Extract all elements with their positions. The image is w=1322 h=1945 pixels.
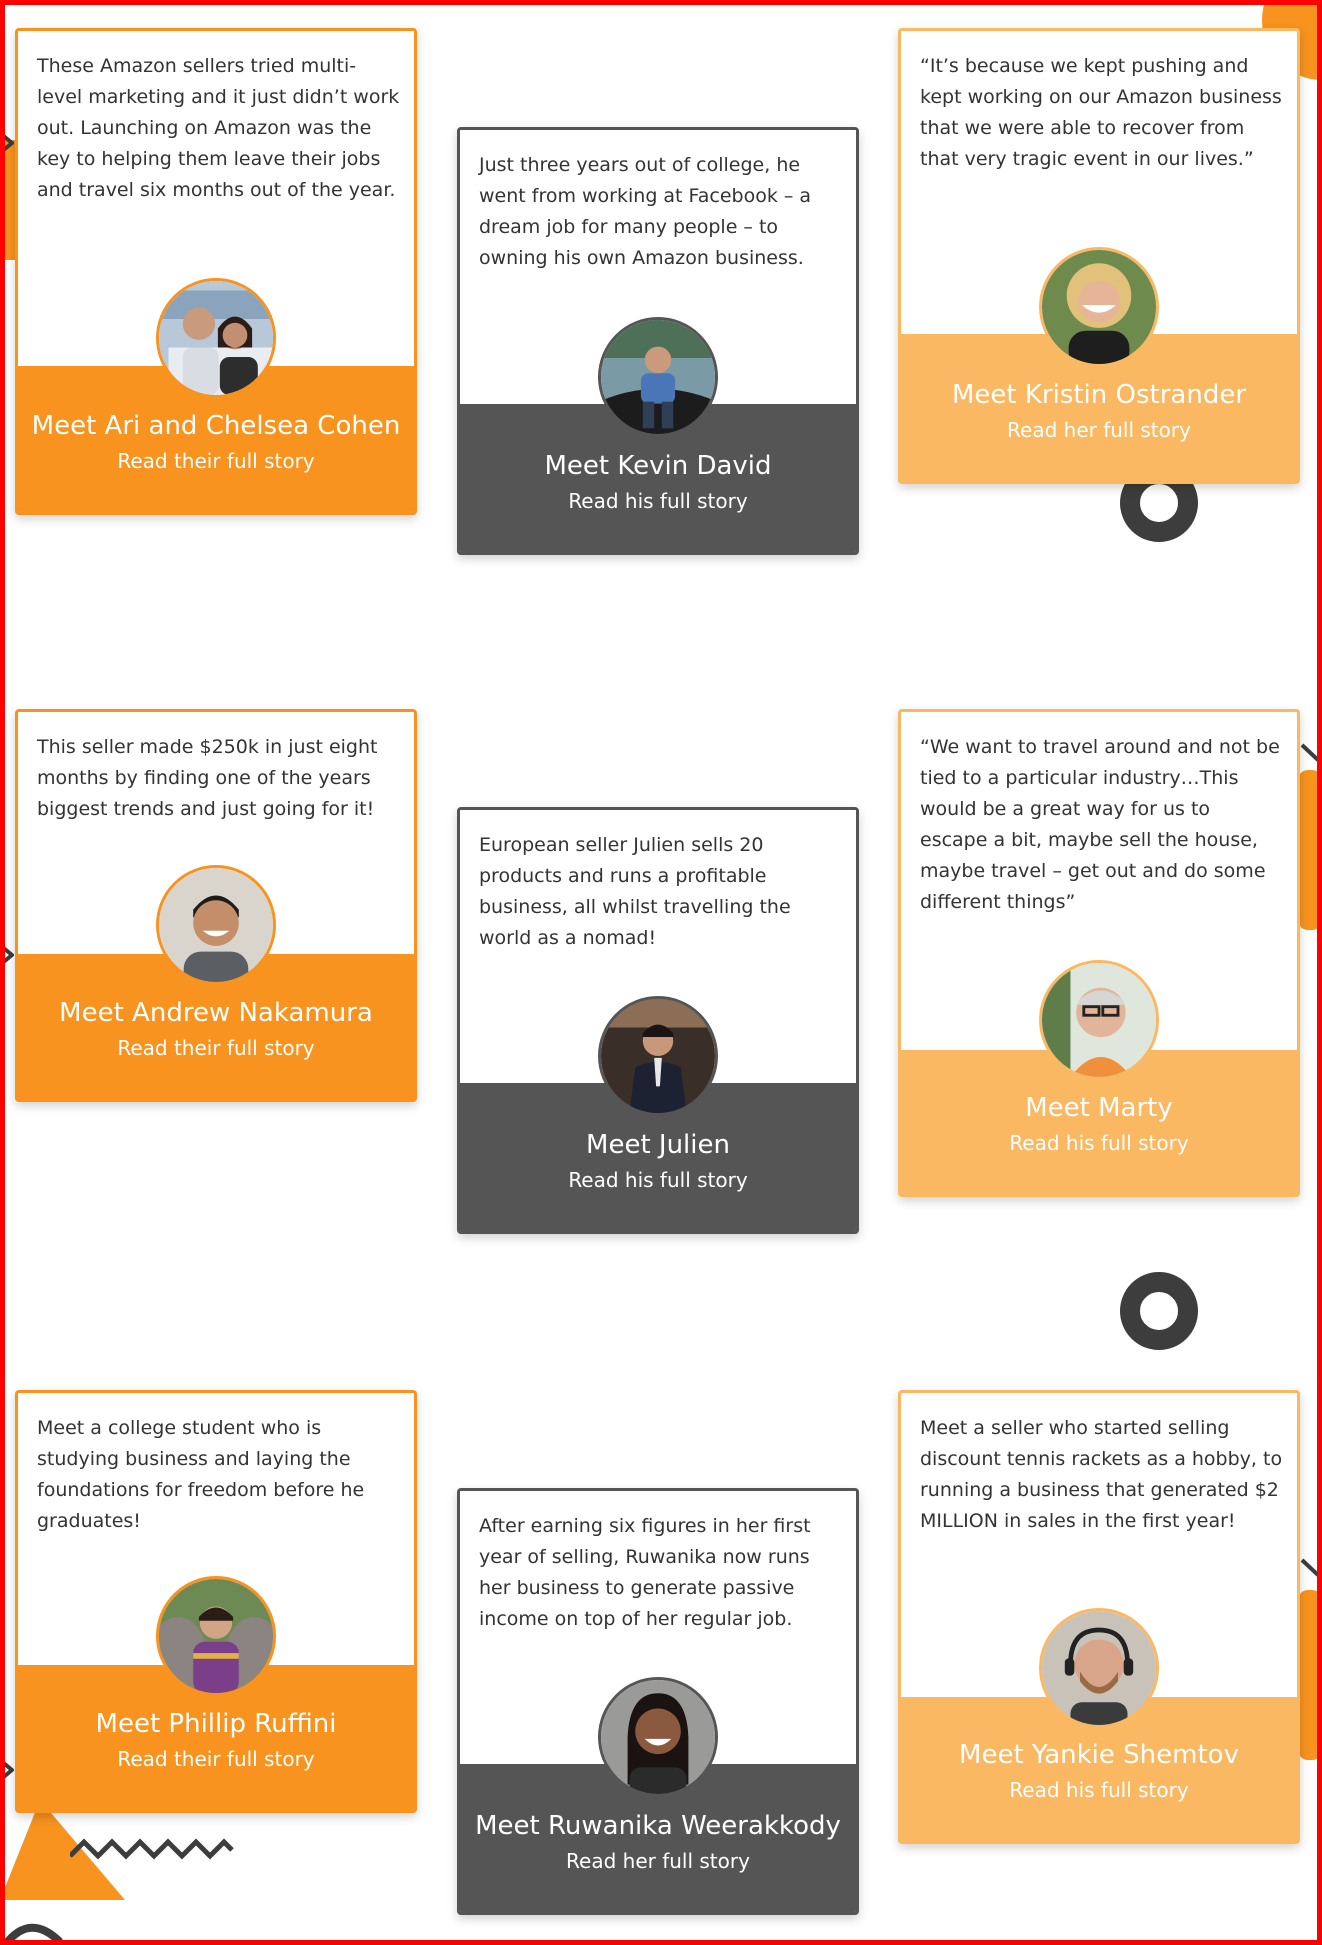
card-name[interactable]: Meet Phillip Ruffini [95, 1709, 337, 1739]
card-name[interactable]: Meet Marty [1025, 1093, 1173, 1123]
card-name[interactable]: Meet Yankie Shemtov [959, 1740, 1239, 1770]
card-description: Meet a seller who started selling discount tennis rackets as a hobby, to running a business that generated $2 MILLION in sales in the first year! [920, 1417, 1283, 1532]
story-card-andrew-nakamura[interactable] [15, 709, 417, 1102]
orange-bar-right-upper [1298, 770, 1322, 930]
read-story-link[interactable]: Read her full story [566, 1849, 750, 1873]
story-card-kristin-ostrander[interactable] [898, 28, 1300, 484]
story-card-julien[interactable] [457, 807, 859, 1234]
story-card-yankie-shemtov[interactable] [898, 1390, 1300, 1844]
zigzag-decoration [70, 1834, 235, 1864]
read-story-link[interactable]: Read their full story [117, 1747, 315, 1771]
card-description: This seller made $250k in just eight months by finding one of the years biggest trends and just going for it! [37, 736, 378, 820]
couple-photo-icon [159, 281, 273, 395]
man-portrait-icon [159, 868, 273, 982]
dark-stroke-left-3 [0, 1755, 14, 1785]
dark-stroke-left-2 [0, 940, 14, 970]
story-card-phillip-ruffini[interactable] [15, 1390, 417, 1813]
avatar [156, 1576, 276, 1696]
card-name[interactable]: Meet Andrew Nakamura [59, 998, 373, 1028]
story-card-marty[interactable] [898, 709, 1300, 1197]
dark-stroke-right-2 [1300, 1555, 1322, 1585]
card-description: “It’s because we kept pushing and kept working on our Amazon business that we were able to recover from that very tragic event in our lives.” [920, 55, 1282, 170]
dark-stroke-right-1 [1300, 740, 1322, 770]
read-story-link[interactable]: Read their full story [117, 449, 315, 473]
card-description: Meet a college student who is studying business and laying the foundations for freedom before he graduates! [37, 1417, 365, 1532]
card-name[interactable]: Meet Ruwanika Weerakkody [475, 1811, 841, 1841]
card-description: European seller Julien sells 20 products and runs a profitable business, all whilst travelling the world as a nomad! [479, 834, 791, 949]
card-description: “We want to travel around and not be tied to a particular industry…This would be a great way for us to escape a bit, maybe sell the house, maybe travel – get out and do some different things” [920, 736, 1280, 913]
avatar [598, 996, 718, 1116]
avatar [1039, 247, 1159, 367]
ring-decoration-middle [1118, 1270, 1200, 1352]
card-name[interactable]: Meet Ari and Chelsea Cohen [31, 411, 401, 441]
read-story-link[interactable]: Read their full story [117, 1036, 315, 1060]
card-name[interactable]: Meet Kevin David [544, 451, 772, 481]
avatar [1039, 1608, 1159, 1728]
avatar [1039, 960, 1159, 1080]
woman-portrait-icon [1042, 250, 1156, 364]
read-story-link[interactable]: Read his full story [568, 1168, 748, 1192]
story-card-kevin-david[interactable] [457, 127, 859, 555]
man-in-suit-photo-icon [601, 999, 715, 1113]
man-with-headphones-photo-icon [1042, 1611, 1156, 1725]
card-description: After earning six figures in her first year of selling, Ruwanika now runs her business to generate passive income on top of her regular job. [479, 1515, 811, 1630]
read-story-link[interactable]: Read his full story [1009, 1778, 1189, 1802]
card-name[interactable]: Meet Julien [586, 1130, 730, 1160]
orange-bar-left [0, 140, 16, 260]
man-on-car-photo-icon [601, 320, 715, 434]
avatar [598, 1677, 718, 1797]
woman-portrait-icon [601, 1680, 715, 1794]
avatar [156, 865, 276, 985]
man-with-elephant-photo-icon [159, 1579, 273, 1693]
dark-stroke-left-1 [0, 128, 14, 158]
read-story-link[interactable]: Read his full story [568, 489, 748, 513]
avatar [156, 278, 276, 398]
avatar [598, 317, 718, 437]
story-card-ruwanika-weerakkody[interactable] [457, 1488, 859, 1915]
read-story-link[interactable]: Read her full story [1007, 418, 1191, 442]
dark-arc-bottom-left [0, 1912, 70, 1945]
story-card-ari-chelsea-cohen[interactable] [15, 28, 417, 515]
card-name[interactable]: Meet Kristin Ostrander [951, 380, 1247, 410]
read-story-link[interactable]: Read his full story [1009, 1131, 1189, 1155]
card-description: Just three years out of college, he went from working at Facebook – a dream job for many people – to owning his own Amazon business. [479, 154, 812, 269]
card-description: These Amazon sellers tried multi-level marketing and it just didn’t work out. Launching on Amazon was the key to helping them leave their jobs and travel six months out of the year. [37, 55, 400, 201]
man-with-glasses-photo-icon [1042, 963, 1156, 1077]
orange-bar-right-lower [1298, 1590, 1322, 1760]
